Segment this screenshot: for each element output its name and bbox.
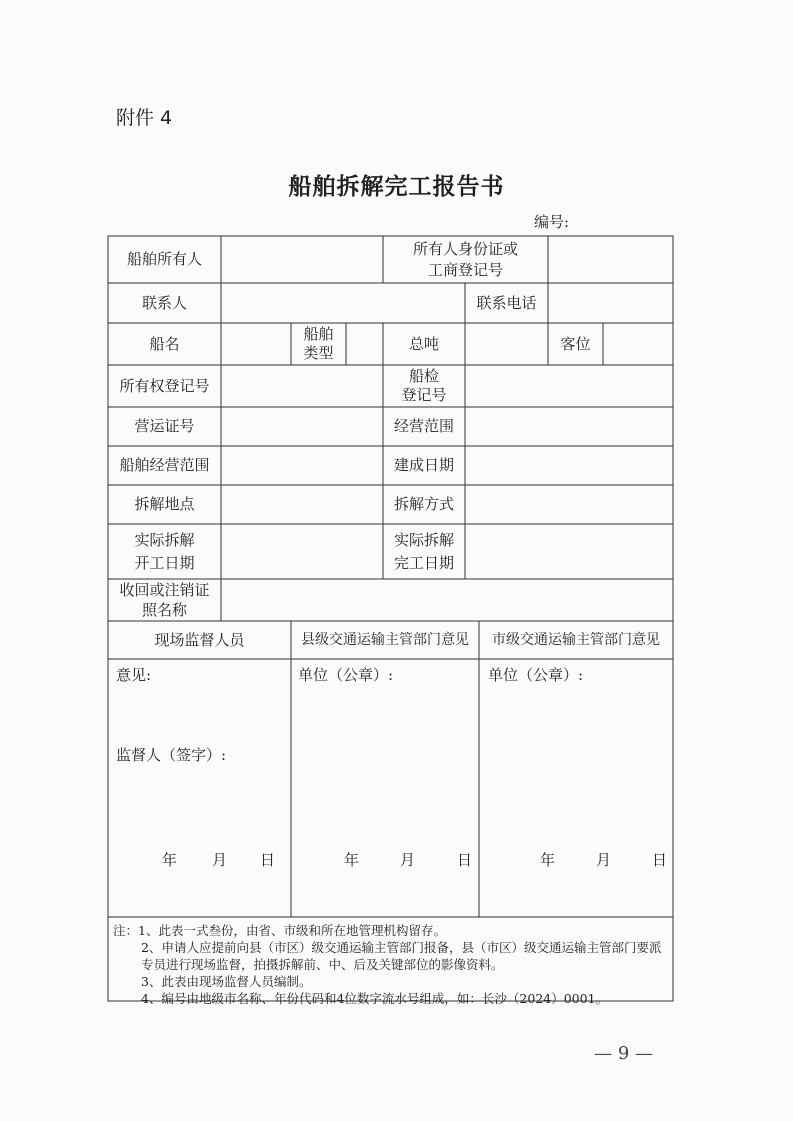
ship-business-scope-field[interactable] [221, 446, 383, 485]
owner-id-label-line1: 所有人身份证或 [412, 239, 518, 258]
operation-license-label: 营运证号 [134, 417, 195, 435]
build-date-label: 建成日期 [393, 456, 454, 474]
actual-end-date-field[interactable] [465, 524, 673, 579]
note-2: 2、申请人应提前向县（市区）级交通运输主管部门报备，县（市区）级交通运输主管部门要派专员进行现场监督，拍摄拆解前、中、后及关键部位的影像资料。 [141, 940, 662, 972]
gross-tonnage-field[interactable] [465, 323, 548, 365]
supervisor-opinion-label: 意见: [116, 666, 152, 684]
certificate-name-label-line2: 照名称 [141, 601, 187, 619]
passenger-berth-field[interactable] [603, 323, 673, 365]
serial-number-label: 编号: [534, 213, 570, 231]
contact-phone-field[interactable] [548, 283, 673, 323]
certificate-name-label-line1: 收回或注销证 [119, 581, 210, 599]
ship-owner-field[interactable] [221, 236, 383, 283]
passenger-berth-label: 客位 [560, 334, 591, 353]
owner-id-label [383, 236, 548, 283]
dismantle-method-field[interactable] [465, 485, 673, 524]
ship-type-label [291, 323, 346, 365]
operation-license-field[interactable] [221, 407, 383, 446]
build-date-field[interactable] [465, 446, 673, 485]
note-4: 4、编号由地级市名称、年份代码和4位数字流水号组成，如：长沙（2024）0001。 [141, 991, 609, 1006]
document-title: 船舶拆解完工报告书 [288, 173, 505, 200]
supervisor-header: 现场监督人员 [154, 630, 245, 649]
county-date-day: 日 [457, 851, 473, 869]
contact-person-label: 联系人 [141, 293, 187, 312]
ship-name-label: 船名 [149, 334, 180, 353]
county-date-month: 月 [400, 851, 416, 869]
ownership-registry-label: 所有权登记号 [119, 376, 210, 395]
note-1: 注：1、此表一式叁份，由省、市级和所在地管理机构留存。 [113, 923, 446, 938]
note-3: 3、此表由现场监督人员编制。 [141, 974, 312, 989]
supervisor-date-day: 日 [260, 851, 276, 869]
contact-person-field[interactable] [221, 283, 465, 323]
contact-phone-label: 联系电话 [476, 293, 537, 312]
inspection-registry-label-line2: 登记号 [401, 386, 447, 404]
county-opinion-header: 县级交通运输主管部门意见 [301, 631, 469, 648]
owner-id-field[interactable] [548, 236, 673, 283]
inspection-registry-label [383, 365, 465, 407]
supervisor-date-year: 年 [162, 851, 178, 869]
certificate-name-label [108, 579, 221, 621]
ownership-registry-field[interactable] [221, 365, 383, 407]
city-opinion-header: 市级交通运输主管部门意见 [492, 631, 660, 648]
ship-owner-label: 船舶所有人 [126, 250, 202, 268]
ship-type-field[interactable] [346, 323, 383, 365]
city-date-month: 月 [596, 851, 612, 869]
business-scope-label: 经营范围 [393, 417, 454, 435]
actual-start-date-label-line1: 实际拆解 [134, 530, 195, 549]
city-date-year: 年 [540, 851, 556, 869]
gross-tonnage-label: 总吨 [408, 334, 439, 353]
actual-start-date-label [108, 524, 221, 579]
county-date-year: 年 [344, 851, 360, 869]
city-unit-seal-label: 单位（公章）: [488, 666, 584, 684]
actual-start-date-label-line2: 开工日期 [134, 553, 195, 572]
actual-start-date-field[interactable] [221, 524, 383, 579]
supervisor-signature-label: 监督人（签字）: [116, 746, 227, 764]
actual-end-date-label-line1: 实际拆解 [393, 530, 454, 549]
business-scope-field[interactable] [465, 407, 673, 446]
ship-type-label-line2: 类型 [303, 344, 334, 362]
owner-id-label-line2: 工商登记号 [427, 260, 503, 279]
dismantle-method-label: 拆解方式 [393, 495, 454, 513]
inspection-registry-field[interactable] [465, 365, 673, 407]
ship-business-scope-label: 船舶经营范围 [119, 456, 210, 474]
actual-end-date-label-line2: 完工日期 [393, 553, 454, 572]
city-date-day: 日 [652, 851, 668, 869]
dismantle-place-field[interactable] [221, 485, 383, 524]
actual-end-date-label [383, 524, 465, 579]
supervisor-date-month: 月 [212, 851, 228, 869]
certificate-name-field[interactable] [221, 579, 673, 621]
ship-name-field[interactable] [221, 323, 291, 365]
county-unit-seal-label: 单位（公章）: [298, 666, 394, 684]
inspection-registry-label-line1: 船检 [408, 367, 439, 385]
attachment-label: 附件 4 [116, 107, 173, 129]
notes-section [113, 922, 673, 1007]
page-number: — 9 — [594, 1043, 653, 1064]
dismantle-place-label: 拆解地点 [134, 495, 195, 513]
ship-type-label-line1: 船舶 [303, 325, 334, 343]
